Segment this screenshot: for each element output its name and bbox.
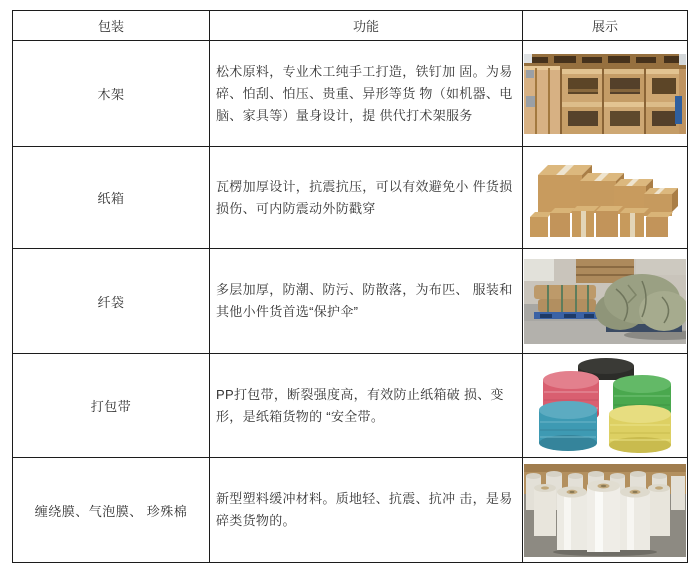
stretch-film-rolls-photo: [524, 464, 686, 557]
packaging-name: 纸箱: [13, 147, 210, 249]
table-row-fiber-bag: [13, 249, 688, 354]
packaging-name: 打包带: [13, 354, 210, 458]
packaging-desc: PP打包带，断裂强度高，有效防止纸箱破 损、变形，是纸箱货物的 “安全带。: [210, 354, 523, 458]
packaging-desc: 新型塑料缓冲材料。质地轻、抗震、抗冲 击，是易碎类货物的。: [210, 458, 523, 563]
packaging-name: 缠绕膜、气泡膜、 珍殊棉: [13, 458, 210, 563]
col-header-packaging: 包装: [13, 11, 210, 41]
packaging-desc: 松术原料，专业术工纯手工打造，铁钉加 固。为易碎、怕刮、怕压、贵重、异形等货 物（如机器、电脑、家具等）量身设计，提 供代打术架服务: [210, 41, 523, 147]
table-row-strapping: [13, 354, 688, 458]
col-header-function: 功能: [210, 11, 523, 41]
packaging-desc: 多层加厚，防潮、防污、防散落，为布匹、 服装和其他小件货首选“保护伞”: [210, 249, 523, 354]
table-row-carton: [13, 147, 688, 249]
packaging-name: 纤袋: [13, 249, 210, 354]
wooden-crates-photo: [524, 54, 686, 134]
cardboard-boxes-photo: [524, 151, 686, 244]
header-row: [13, 11, 688, 41]
packaging-table: [12, 10, 688, 563]
woven-bags-photo: [524, 259, 686, 344]
col-header-display: 展示: [523, 11, 688, 41]
table-row-stretch-film: [13, 458, 688, 563]
strapping-rolls-photo: [526, 358, 684, 453]
table-row-wooden-crate: [13, 41, 688, 147]
packaging-name: 木架: [13, 41, 210, 147]
packaging-desc: 瓦楞加厚设计，抗震抗压，可以有效避免小 件货损损伤、可内防震动外防戳穿: [210, 147, 523, 249]
